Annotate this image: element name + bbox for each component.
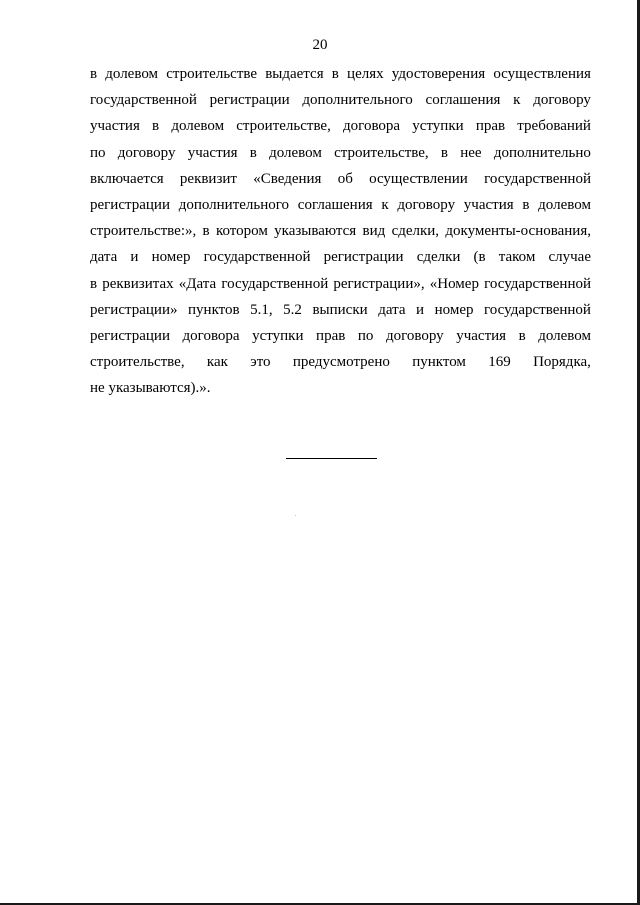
word: 5.1,	[250, 301, 273, 318]
word: соглашения	[297, 196, 373, 213]
word: в	[440, 144, 449, 161]
word: долевом	[269, 144, 322, 161]
word: документы-основания,	[445, 223, 591, 240]
word: строительстве:»,	[90, 223, 197, 240]
word: об	[337, 170, 353, 187]
word: в	[518, 327, 526, 344]
word: в	[249, 144, 257, 161]
word: регистрации»,	[333, 275, 425, 292]
word: удостоверения	[391, 66, 486, 82]
word: регистрации	[323, 249, 404, 266]
text-line	[90, 244, 591, 270]
word: требований	[517, 118, 591, 135]
word: это	[250, 354, 271, 371]
word: государственной	[221, 275, 329, 292]
word: дополнительно	[493, 144, 591, 161]
word: к	[513, 92, 521, 109]
word: строительстве,	[334, 144, 429, 161]
word: «Сведения	[253, 170, 322, 187]
word: выдается	[265, 66, 324, 82]
word: указываются	[274, 223, 357, 240]
word: в	[90, 275, 98, 292]
word: реквизит	[179, 170, 237, 187]
word: реквизитах	[102, 275, 174, 292]
word: участия	[187, 144, 238, 161]
end-separator-line	[286, 458, 377, 459]
text-line	[90, 323, 591, 349]
word: как	[206, 354, 228, 371]
word: (в	[473, 249, 486, 266]
word: таком	[498, 249, 536, 266]
word: государственной	[484, 170, 591, 187]
word: регистрации»	[90, 301, 178, 318]
page-number: 20	[312, 37, 328, 53]
word: сделки,	[391, 223, 440, 240]
word: строительстве,	[236, 118, 331, 135]
word: долевом	[105, 66, 159, 82]
word: договору	[397, 196, 456, 213]
word: сделки	[416, 249, 461, 266]
word: уступки	[252, 327, 304, 344]
word: договору	[385, 327, 444, 344]
word: регистрации	[209, 92, 290, 109]
word: регистрации	[90, 196, 170, 213]
word: выписки	[312, 301, 368, 318]
word: «Номер	[429, 275, 479, 292]
word: номер	[151, 249, 191, 266]
word: государственной	[484, 275, 591, 292]
word: строительстве,	[90, 354, 185, 371]
word: номер	[434, 301, 474, 318]
word: долевом	[538, 327, 591, 344]
word: участия	[90, 118, 140, 135]
text-line	[90, 113, 591, 139]
word: долевом	[538, 196, 591, 213]
word: соглашения	[425, 92, 501, 109]
word: осуществлении	[369, 170, 468, 187]
word: и	[416, 301, 425, 318]
word: договора	[182, 327, 240, 344]
body-paragraph	[90, 61, 591, 401]
scan-speck	[295, 515, 296, 516]
word: дополнительного	[178, 196, 290, 213]
word: участия	[456, 327, 507, 344]
word: государственной	[484, 301, 591, 318]
word: в	[331, 66, 339, 82]
word: уступки	[412, 118, 464, 135]
word: указываются).».	[108, 380, 211, 397]
word: предусмотрено	[292, 354, 390, 371]
word: регистрации	[90, 327, 170, 344]
word: в	[90, 66, 98, 82]
word: в	[202, 223, 210, 240]
word: в	[522, 196, 530, 213]
word: дата	[90, 249, 118, 266]
word: включается	[90, 170, 164, 187]
text-line	[90, 87, 591, 113]
word: строительстве	[166, 66, 258, 82]
word: целях	[347, 66, 384, 82]
text-line	[90, 61, 591, 87]
word: дополнительного	[302, 92, 413, 109]
word: договору	[117, 144, 176, 161]
word: по	[90, 144, 106, 161]
text-line	[90, 375, 591, 401]
word: прав	[475, 118, 506, 135]
word: к	[381, 196, 389, 213]
word: и	[130, 249, 139, 266]
word: случае	[548, 249, 591, 266]
text-line	[90, 297, 591, 323]
word: договора	[343, 118, 401, 135]
text-line	[90, 271, 591, 297]
word: пунктов	[188, 301, 240, 318]
word: не	[90, 380, 105, 397]
word: осуществления	[493, 66, 591, 82]
word: долевом	[171, 118, 225, 135]
text-line	[90, 349, 591, 375]
word: в	[152, 118, 160, 135]
word: договору	[533, 92, 591, 109]
text-line	[90, 166, 591, 192]
word: «Дата	[178, 275, 217, 292]
word: по	[357, 327, 374, 344]
word: 169	[488, 354, 511, 371]
word: прав	[316, 327, 346, 344]
text-line	[90, 218, 591, 244]
word: пунктом	[412, 354, 466, 371]
word: участия	[463, 196, 514, 213]
word: Порядка,	[533, 354, 591, 371]
text-line	[90, 192, 591, 218]
text-line	[90, 140, 591, 166]
word: государственной	[90, 92, 197, 109]
word: государственной	[203, 249, 311, 266]
word: котором	[215, 223, 268, 240]
word: 5.2	[283, 301, 302, 318]
word: нее	[460, 144, 482, 161]
word: дата	[378, 301, 406, 318]
word: вид	[362, 223, 386, 240]
